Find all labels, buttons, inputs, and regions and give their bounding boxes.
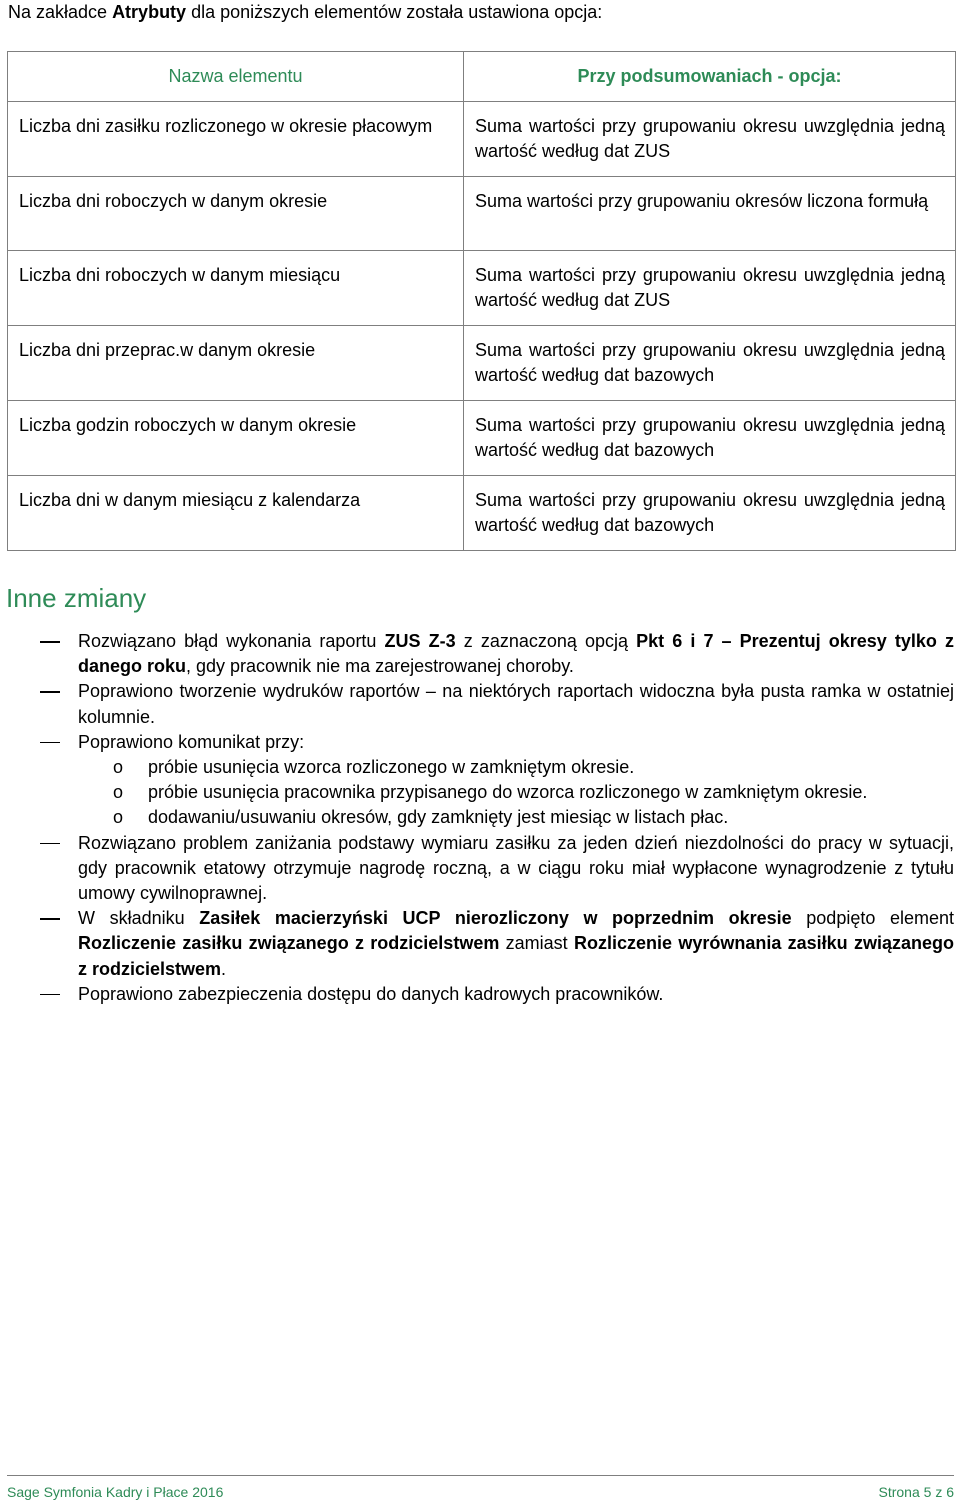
text: Rozwiązano problem zaniżania podstawy wymiaru zasiłku za jeden dzień niezdolności do pracy w sytuacji, gdy pracownik etatowy otrzymuje nagrodę roczną, a w ciągu roku miał wypłacone wynagrodzenie z tytułu umowy cywilnoprawnej.	[78, 832, 954, 904]
changes-list	[0, 629, 954, 1007]
summary-option-cell: Suma wartości przy grupowaniu okresu uwzględnia jedną wartość według dat bazowych	[464, 476, 956, 551]
text: podpięto element	[791, 908, 954, 929]
list-item	[0, 831, 954, 907]
header-summary-option: Przy podsumowaniach - opcja:	[464, 52, 956, 102]
option-name: Pkt 6 i 7 – Prezentuj okresy tylko z danego roku	[78, 631, 955, 677]
table-row	[8, 401, 956, 476]
element-name-cell: Liczba dni roboczych w danym okresie	[8, 177, 464, 251]
table-row	[8, 177, 956, 251]
element-name: Rozliczenie wyrównania zasiłku związanego z rodzicielstwem	[78, 933, 954, 979]
intro-text-before: Na zakładce	[8, 2, 113, 22]
element-name-cell: Liczba godzin roboczych w danym okresie	[8, 401, 464, 476]
summary-option-cell: Suma wartości przy grupowaniu okresu uwzględnia jedną wartość według dat ZUS	[464, 251, 956, 326]
sub-list-item	[0, 755, 954, 780]
table-row	[8, 251, 956, 326]
report-name: ZUS Z-3	[384, 631, 456, 651]
dash-bullet-icon	[40, 641, 60, 643]
list-item	[0, 679, 954, 729]
sub-list-item	[0, 805, 954, 830]
list-item	[0, 982, 954, 1007]
dash-bullet-icon	[40, 843, 60, 845]
section-title: Inne zmiany	[6, 583, 147, 613]
footer-divider	[7, 1475, 954, 1476]
summary-option-cell: Suma wartości przy grupowaniu okresu uwzględnia jedną wartość według dat bazowych	[464, 401, 956, 476]
table-header-row	[8, 52, 956, 102]
text: Poprawiono tworzenie wydruków raportów – na niektórych raportach widoczna była pusta ramka w ostatniej kolumnie.	[78, 681, 954, 727]
text: .	[221, 958, 227, 979]
attributes-table	[7, 51, 956, 551]
text: W składniku	[78, 908, 200, 929]
summary-option-cell: Suma wartości przy grupowaniu okresu uwzględnia jedną wartość według dat bazowych	[464, 326, 956, 401]
sub-list-item	[0, 780, 954, 805]
summary-option-cell: Suma wartości przy grupowaniu okresów liczona formułą	[464, 177, 956, 251]
element-name-cell: Liczba dni roboczych w danym miesiącu	[8, 251, 464, 326]
text: próbie usunięcia pracownika przypisanego do wzorca rozliczonego w zamkniętym okresie.	[148, 782, 868, 803]
dash-bullet-icon	[40, 742, 60, 744]
text: , gdy pracownik nie ma zarejestrowanej choroby.	[186, 656, 574, 677]
circle-bullet-icon: o	[113, 757, 124, 778]
list-item	[0, 629, 954, 679]
element-name-cell: Liczba dni przeprac.w danym okresie	[8, 326, 464, 401]
text: Poprawiono komunikat przy:	[78, 731, 305, 752]
text: Rozwiązano błąd wykonania raportu	[78, 631, 385, 651]
header-element-name: Nazwa elementu	[8, 52, 464, 102]
list-item	[0, 730, 954, 831]
circle-bullet-icon: o	[113, 807, 124, 828]
intro-bold-tab-name: Atrybuty	[112, 2, 187, 22]
table-row	[8, 476, 956, 551]
list-item	[0, 906, 954, 982]
text: zamiast	[499, 933, 574, 954]
text: Poprawiono zabezpieczenia dostępu do danych kadrowych pracowników.	[78, 983, 664, 1004]
intro-text-after: dla poniższych elementów została ustawiona opcja:	[186, 2, 603, 22]
dash-bullet-icon	[40, 918, 60, 920]
footer-page-number: Strona 5 z 6	[878, 1484, 954, 1500]
element-name: Rozliczenie zasiłku związanego z rodzicielstwem	[78, 933, 500, 954]
dash-bullet-icon	[40, 691, 60, 693]
table-row	[8, 102, 956, 177]
element-name-cell: Liczba dni zasiłku rozliczonego w okresie płacowym	[8, 102, 464, 177]
element-name-cell: Liczba dni w danym miesiącu z kalendarza	[8, 476, 464, 551]
dash-bullet-icon	[40, 994, 60, 996]
intro-paragraph	[8, 0, 952, 24]
text: dodawaniu/usuwaniu okresów, gdy zamknięty jest miesiąc w listach płac.	[148, 807, 729, 828]
component-name: Zasiłek macierzyński UCP nierozliczony w poprzednim okresie	[199, 908, 792, 929]
text: próbie usunięcia wzorca rozliczonego w zamkniętym okresie.	[148, 757, 635, 778]
footer-product-name: Sage Symfonia Kadry i Płace 2016	[7, 1484, 224, 1500]
circle-bullet-icon: o	[113, 782, 124, 803]
table-row	[8, 326, 956, 401]
summary-option-cell: Suma wartości przy grupowaniu okresu uwzględnia jedną wartość według dat ZUS	[464, 102, 956, 177]
sub-list	[0, 755, 954, 831]
text: z zaznaczoną opcją	[455, 631, 637, 651]
